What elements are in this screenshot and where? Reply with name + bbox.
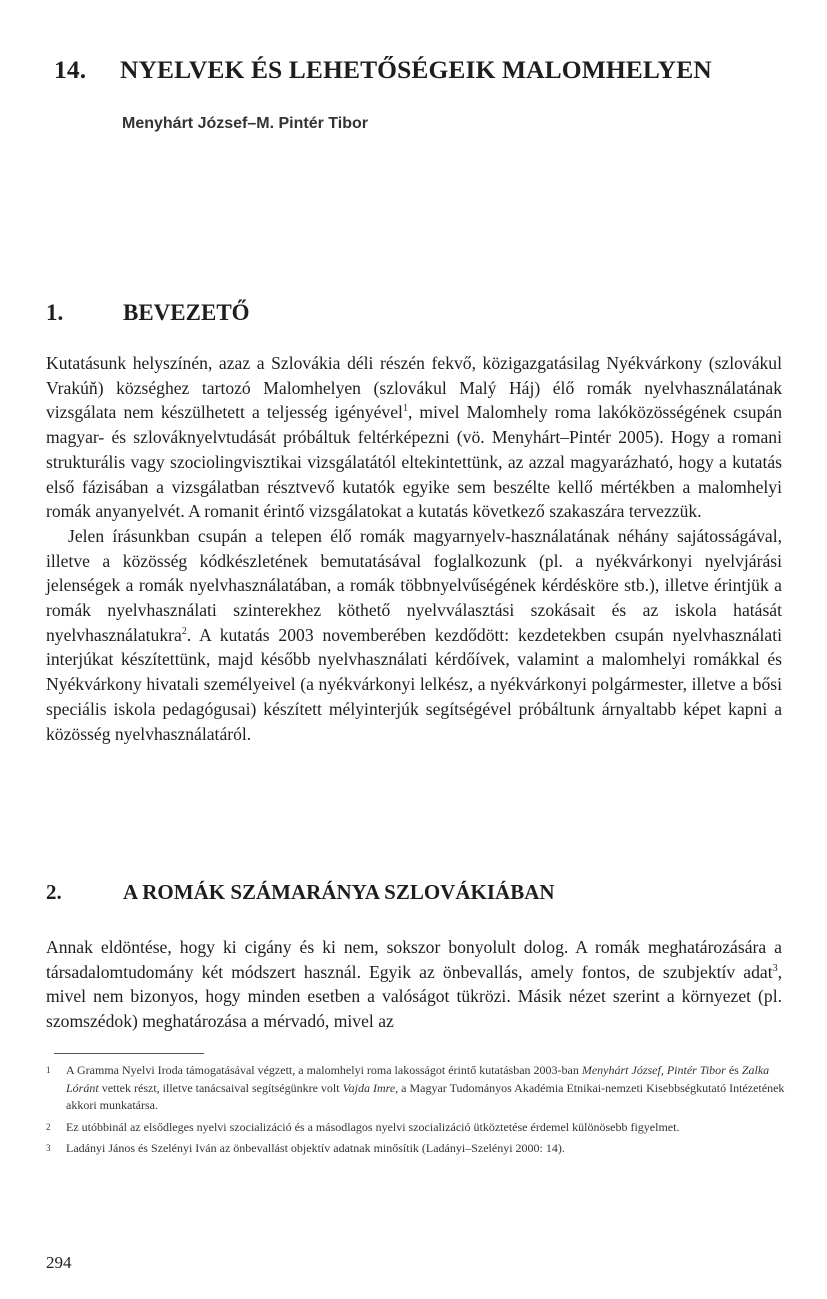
paragraph-text: , mivel Malomhely roma lakóközösségének csupán magyar- és szlováknyelvtudását próbáltuk feltérképezni (vö. Menyhárt–Pintér 2005). Hogy a romani strukturális vagy szociolingvisztikai vizsgálatától eltekintettünk, az azzal magyarázható, hogy a kutatás első fázisában a vizsgálatban résztvevő kutatók egyike sem beszélte kellő mértékben a malomhelyi romák anyanyelvét. A romanit érintő vizsgálatokat a kutatás következő szakaszára tervezzük. [46,402,783,522]
section-number: 1. [46,300,64,325]
section-heading-introduction [46,300,250,326]
footnote-ref: 3 [772,962,778,974]
paragraph-text: Kutatásunk helyszínén, azaz a Szlovákia déli részén fekvő, közigazgatásilag Nyékvárkony (szlovákul Vrakúň) községhez tartozó Malomhelyen (szlovákul Malý Háj) élő romák nyelvhasználatának vizsgálata nem készülhetett a teljesség igényével [46,353,782,423]
footnote-text: Ladányi János és Szelényi Iván az önbevallást objektív adatnak minősítik (Ladányi–Szelényi 2000: 14). [66,1141,565,1155]
footnote-marker: 1 [46,1065,51,1075]
footnote-text: és [725,1063,742,1077]
section-body-introduction [46,351,782,746]
chapter-number: 14. [54,55,87,84]
paragraph [46,935,782,1034]
footnote-marker: 2 [46,1121,51,1132]
footnote-marker: 3 [46,1143,51,1153]
footnote-names: Vajda Imre [342,1080,396,1095]
footnote-text: Ez utóbbinál az elsődleges nyelvi szocializáció és a másodlagos nyelvi szocializáció ütköztetése érdemel különösebb figyelmet. [66,1119,680,1134]
footnote-names: Menyhárt József, Pintér Tibor [581,1063,726,1077]
footnote-text: A Gramma Nyelvi Iroda támogatásával végzett, a malomhelyi roma lakosságot érintő kutatásban 2003-ban [66,1063,582,1077]
paragraph [46,351,782,524]
section-heading-roma-ratio [46,880,555,905]
paragraph-text: , mivel nem bizonyos, hogy minden esetben a valóságot tükrözi. Másik nézet szerint a környezet (pl. szomszédok) meghatározása a mérvadó, mivel az [46,961,782,1032]
paragraph-text: Annak eldöntése, hogy ki cigány és ki nem, sokszor bonyolult dolog. A romák meghatározására a társadalomtudomány két módszert használ. Egyik az önbevallás, amely fontos, de szubjektív adat [46,937,782,982]
paragraph-text: . A kutatás 2003 novemberében kezdődött: kezdetekben csupán nyelvhasználati interjúkat készítettünk, majd később nyelvhasználati kérdőívek, valamint a malomhelyi romákkal és Nyékvárkony hivatali személyeivel (a nyékvárkonyi lelkész, a nyékvárkonyi polgármester, illetve a bősi speciális iskola pedagógusai) készített mélyinterjúk segítségével próbáltunk árnyaltabb képet kapni a közösség nyelvhasználatáról. [46,624,782,744]
page-number: 294 [46,1253,72,1272]
footnote-3 [46,1140,786,1158]
chapter-authors: Menyhárt József–M. Pintér Tibor [122,115,368,132]
footnotes [46,1062,786,1162]
section-title: A ROMÁK SZÁMARÁNYA SZLOVÁKIÁBAN [123,880,555,904]
section-title: BEVEZETŐ [123,300,250,325]
section-number: 2. [46,880,62,904]
chapter-title [54,55,814,85]
footnote-ref: 1 [402,403,408,415]
footnote-text: vettek részt, illetve tanácsaival segítségünkre volt [98,1080,343,1095]
chapter-title-text: NYELVEK ÉS LEHETŐSÉGEIK MALOMHELYEN [120,55,712,84]
paragraph-text: Jelen írásunkban csupán a telepen élő romák magyarnyelv-használatának néhány sajátosságával, illetve a közösség kódkészletének bemutatásával foglalkozunk (pl. a nyékvárkonyi nyelvjárási jelenségek a romák nyelvhasználatában, a romák többnyelvűségének kérdésköre stb.), illetve érintjük a romák nyelvhasználati szinterekhez köthető nyelvválasztási szokásait és az iskola hatását nyelvhasználatukra [46,525,782,645]
footnote-text: , a Magyar Tudományos Akadémia Etnikai-nemzeti Kisebbségkutató Intézetének akkori munkatársa. [66,1080,785,1112]
section-body-roma-ratio [46,935,782,1034]
footnote-names: Zalka Lóránt [66,1063,770,1095]
footnote-separator [54,1053,204,1054]
paragraph [46,524,782,746]
footnote-1 [46,1062,786,1115]
footnote-ref: 2 [181,625,187,637]
footnote-2 [46,1119,786,1137]
